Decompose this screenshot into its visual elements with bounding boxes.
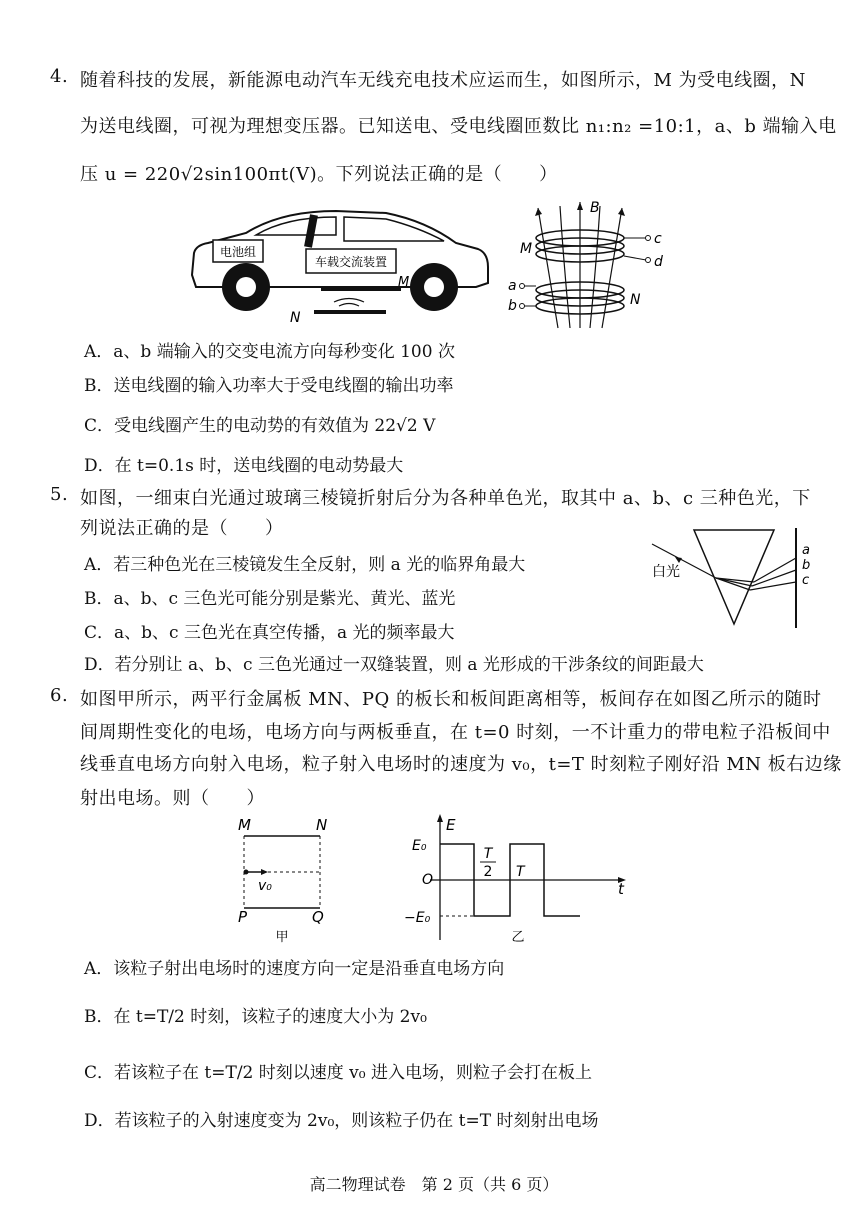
coil-a-label: a [508,278,517,294]
q4-option-b[interactable]: B．送电线圈的输入功率大于受电线圈的输出功率 [84,376,454,396]
q4-text-line1: 随着科技的发展，新能源电动汽车无线充电技术应运而生，如图所示，M 为受电线圈，N [80,70,806,91]
q5-option-c[interactable]: C．a、b、c 三色光在真空传播，a 光的频率最大 [84,623,455,643]
q6-option-c[interactable]: C．若该粒子在 t=T/2 时刻以速度 v₀ 进入电场，则粒子会打在板上 [84,1063,592,1083]
q4-option-d[interactable]: D．在 t=0.1s 时，送电线圈的电动势最大 [84,456,404,476]
q6-text-line3: 线垂直电场方向射入电场，粒子射入电场时的速度为 v₀，t=T 时刻粒子刚好沿 MN 板右边缘 [80,754,842,775]
car-n-label: N [290,310,301,326]
t-half-den: 2 [483,864,493,880]
coil-b-end-label: b [508,298,517,314]
q4-car-figure [186,205,496,330]
t-half-num: T [483,846,493,862]
car-m-label: M [398,275,410,290]
device-label: 车载交流装置 [314,255,388,269]
plate-p-label: P [238,908,248,926]
q4-option-c[interactable]: C．受电线圈产生的电动势的有效值为 22√2 V [84,416,436,436]
ray-b-label: b [802,558,811,573]
page-footer: 高二物理试卷 第 2 页（共 6 页） [309,1175,559,1194]
plate-q-label: Q [312,908,324,926]
q5-text-line2: 列说法正确的是（ ） [80,518,284,539]
q6-fig-jia [232,814,342,944]
q4-text-line2: 为送电线圈，可视为理想变压器。已知送电、受电线圈匝数比 n₁:n₂ =10:1，a、b 端输入电 [80,116,837,137]
axis-t-label: t [618,880,624,898]
coil-c-label: c [654,231,662,247]
q6-option-d[interactable]: D．若该粒子的入射速度变为 2v₀，则该粒子仍在 t=T 时刻射出电场 [84,1111,599,1131]
q6-text-line4: 射出电场。则（ ） [80,788,265,809]
q6-number: 6. [50,685,69,706]
ray-c-label: c [802,573,810,588]
q4-number: 4. [50,66,69,87]
plate-m-label: M [238,816,251,834]
t-label: T [516,864,525,880]
ray-a-label: a [802,543,810,558]
q4-text-line3: 压 u = 220√2sin100πt(V)。下列说法正确的是（ ） [80,164,558,185]
plate-n-label: N [316,816,328,834]
coil-b-label: B [590,200,600,216]
battery-label: 电池组 [219,245,257,259]
coil-n-label: N [630,292,641,308]
coil-d-label: d [654,254,663,270]
q6-option-a[interactable]: A．该粒子射出电场时的速度方向一定是沿垂直电场方向 [84,959,505,979]
q6-text-line2: 间周期性变化的电场，电场方向与两板垂直，在 t=0 时刻，一不计重力的带电粒子沿板间中 [80,722,831,743]
origin-label: O [422,872,434,888]
q5-prism-figure [648,524,818,630]
white-light-label: 白光 [652,564,680,580]
q5-option-b[interactable]: B．a、b、c 三色光可能分别是紫光、黄光、蓝光 [84,589,456,609]
q5-option-a[interactable]: A．若三种色光在三棱镜发生全反射，则 a 光的临界角最大 [84,555,526,575]
v0-label: v₀ [258,878,272,894]
q5-number: 5. [50,484,69,505]
fig-yi-caption: 乙 [511,930,525,945]
q4-coil-figure [508,198,668,333]
q4-option-a[interactable]: A．a、b 端输入的交变电流方向每秒变化 100 次 [84,342,455,362]
coil-m-label: M [520,241,533,257]
e0-label: E₀ [412,838,427,854]
q5-option-d[interactable]: D．若分别让 a、b、c 三色光通过一双缝装置，则 a 光形成的干涉条纹的间距最大 [84,655,704,675]
q5-text-line1: 如图，一细束白光通过玻璃三棱镜折射后分为各种单色光，取其中 a、b、c 三种色光，下 [80,488,811,509]
axis-e-label: E [446,816,456,834]
q6-option-b[interactable]: B．在 t=T/2 时刻，该粒子的速度大小为 2v₀ [84,1007,427,1027]
fig-jia-caption: 甲 [275,930,289,945]
q6-text-line1: 如图甲所示，两平行金属板 MN、PQ 的板长和板间距离相等，板间存在如图乙所示的随时 [80,689,822,710]
q6-fig-yi [400,810,632,946]
neg-e0-label: −E₀ [404,910,431,926]
